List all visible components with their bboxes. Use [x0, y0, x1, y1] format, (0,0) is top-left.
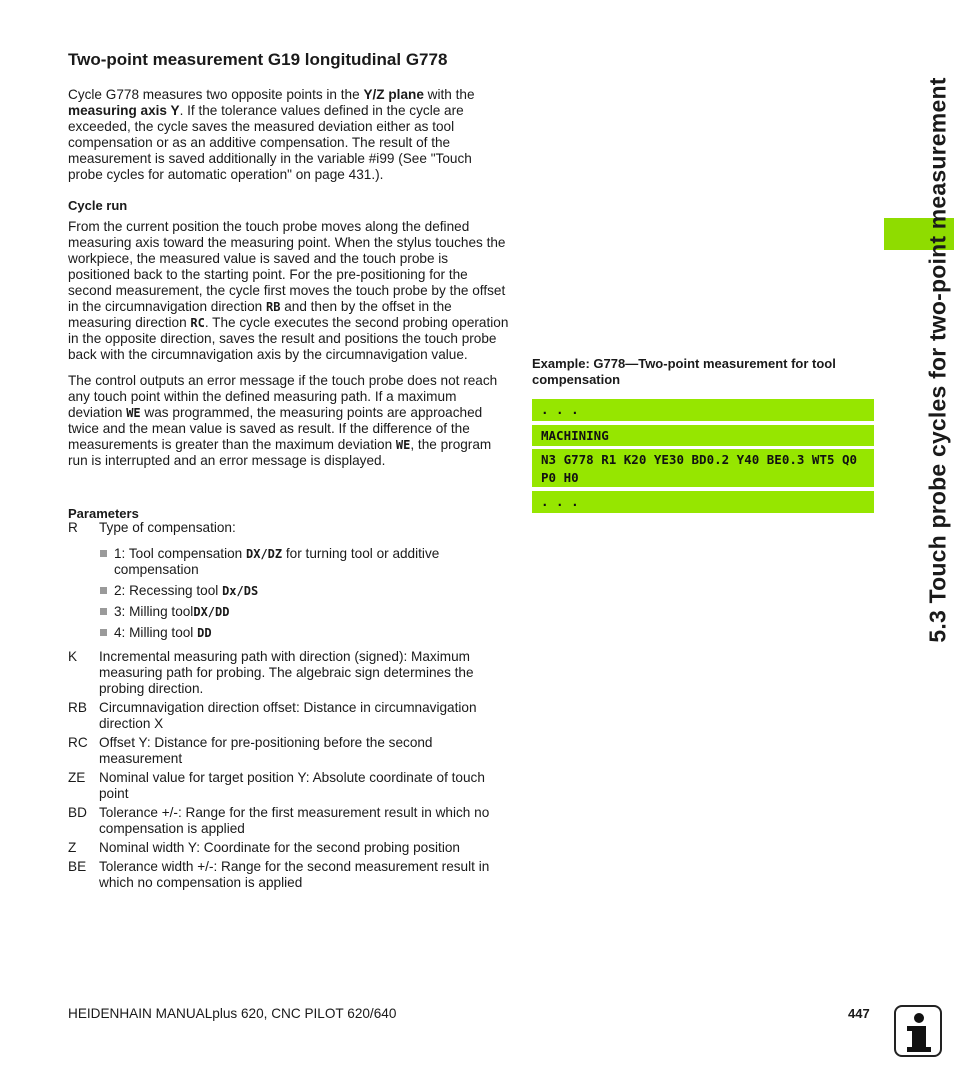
info-icon-cap — [907, 1026, 913, 1031]
cycle-run-text: was programmed, the measuring points are approached twice and the mean value is saved as result. If the difference of the measurements is greater than the maximum deviation — [68, 405, 483, 452]
cycle-run-text: . The cycle executes the second probing operation in the opposite direction, saves the result and positions the touch probe back with the circumnavigation axis by the circumnavigation value. — [68, 315, 509, 362]
option-text — [114, 546, 510, 578]
cycle-run-paragraph-1 — [68, 219, 510, 363]
footer-product: HEIDENHAIN MANUALplus 620, CNC PILOT 620/640 — [68, 1006, 397, 1021]
square-bullet-icon — [100, 608, 107, 615]
intro-paragraph — [68, 87, 510, 193]
option-text — [114, 583, 258, 599]
param-key: RB — [68, 700, 87, 715]
option-text — [114, 625, 212, 641]
cycle-run-text: , the program run is interrupted and an error message is displayed. — [68, 437, 492, 468]
option-label: 4: Milling tool — [114, 625, 198, 640]
option-code: DX/DZ — [246, 547, 283, 561]
code-rb: RB — [265, 300, 281, 314]
intro-text-1: Cycle G778 measures two opposite points in the — [68, 87, 364, 102]
code-we: WE — [395, 438, 411, 452]
square-bullet-icon — [100, 587, 107, 594]
param-key: K — [68, 649, 78, 664]
cycle-run-text: From the current position the touch probe moves along the defined measuring axis toward the measuring point. When the stylus touches the workpiece, the measured value is saved and the touch probe is positioned back to the starting point. For the pre-positioning for the second measurement, the cycle first moves the touch probe by the offset in the circumnavigation direction — [68, 219, 506, 314]
param-key: BE — [68, 859, 87, 874]
info-icon-dot — [914, 1013, 924, 1023]
code-line-2: MACHINING — [532, 425, 874, 446]
param-key: R — [68, 520, 78, 535]
cycle-run-text: and then by the offset in the measuring direction — [68, 299, 452, 330]
code-we: WE — [126, 406, 141, 420]
square-bullet-icon — [100, 629, 107, 636]
option-label: 1: Tool compensation — [114, 546, 246, 561]
option-label: 2: Recessing tool — [114, 583, 223, 598]
code-rc: RC — [190, 316, 205, 330]
option-1 — [99, 546, 510, 578]
square-bullet-icon — [100, 550, 107, 557]
info-icon-base — [907, 1047, 931, 1052]
intro-bold-1: Y/Z plane — [363, 87, 424, 102]
option-4 — [99, 625, 510, 641]
parameters-title: Parameters — [68, 506, 139, 521]
intro-text-3: . If the tolerance values defined in the cycle are exceeded, the cycle saves the measured deviation either as tool compensation or as an additive compensation. The result of the measurement is saved additionally in the variable #i99 (See "Touch probe cycles for automatic operation" on page 431.). — [68, 103, 472, 182]
param-desc: Nominal value for target position Y: Absolute coordinate of touch point — [99, 770, 485, 801]
param-row-rc — [68, 735, 510, 767]
option-code: DD — [197, 626, 212, 640]
option-label: 3: Milling tool — [114, 604, 194, 619]
option-3 — [99, 604, 510, 620]
param-desc: Circumnavigation direction offset: Distance in circumnavigation direction X — [99, 700, 477, 731]
param-row-z — [68, 840, 510, 856]
param-row-rb — [68, 700, 510, 732]
option-2 — [99, 583, 510, 599]
code-line-1: . . . — [532, 399, 874, 421]
param-desc: Tolerance width +/-: Range for the second measurement result in which no compensation is applied — [99, 859, 490, 890]
param-desc: Offset Y: Distance for pre-positioning before the second measurement — [99, 735, 433, 766]
param-desc: Incremental measuring path with direction (signed): Maximum measuring path for probing. The algebraic sign determines the probing direction. — [99, 649, 474, 696]
section-heading: Two-point measurement G19 longitudinal G778 — [68, 50, 448, 69]
cycle-run-title: Cycle run — [68, 198, 128, 213]
cycle-run-body — [68, 219, 510, 479]
page-number: 447 — [848, 1006, 870, 1021]
intro-text-2: with the — [423, 87, 475, 102]
param-row-be — [68, 859, 510, 891]
cycle-run-paragraph-2 — [68, 373, 510, 469]
intro-bold-2: measuring axis Y — [68, 103, 180, 118]
example-title: Example: G778—Two-point measurement for tool compensation — [532, 356, 836, 387]
param-row-r — [68, 520, 510, 536]
cycle-run-text: The control outputs an error message if the touch probe does not reach any touch point within the defined measuring path. If a maximum deviation — [68, 373, 498, 420]
param-desc: Tolerance +/-: Range for the first measurement result in which no compensation is applied — [99, 805, 490, 836]
param-key: Z — [68, 840, 77, 855]
param-key: RC — [68, 735, 88, 750]
param-key: ZE — [68, 770, 86, 785]
code-line-4: . . . — [532, 491, 874, 513]
info-icon — [894, 1005, 942, 1057]
param-key: BD — [68, 805, 87, 820]
option-code: DX/DD — [193, 605, 230, 619]
param-row-ze — [68, 770, 510, 802]
chapter-side-title: 5.3 Touch probe cycles for two-point measurement — [924, 77, 951, 643]
option-text — [114, 604, 229, 620]
code-line-3: N3 G778 R1 K20 YE30 BD0.2 Y40 BE0.3 WT5 Q0 P0 H0 — [532, 449, 874, 487]
param-row-k — [68, 649, 510, 697]
option-after: for turning tool or additive compensation — [114, 546, 440, 577]
param-desc: Type of compensation: — [99, 520, 236, 535]
param-desc: Nominal width Y: Coordinate for the second probing position — [99, 840, 460, 855]
parameters-list — [68, 520, 510, 894]
param-row-bd — [68, 805, 510, 837]
option-code: Dx/DS — [222, 584, 259, 598]
